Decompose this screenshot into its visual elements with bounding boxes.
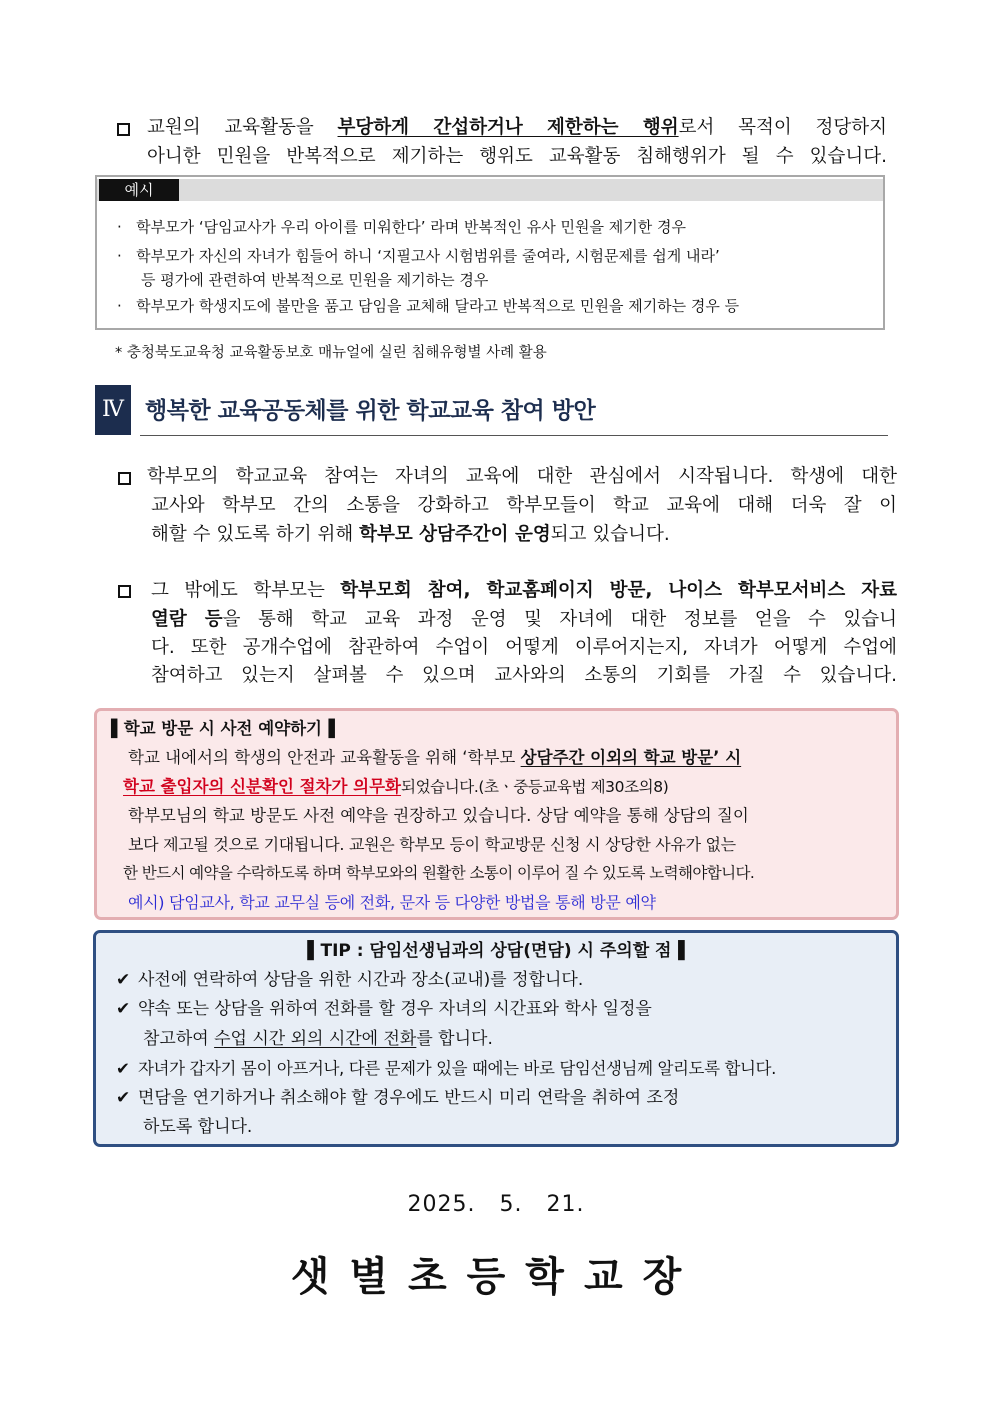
tip-item-4: ✔ 면담을 연기하거나 취소해야 할 경우에도 반드시 미리 연락을 취하여 조정 [116,1084,679,1114]
tip-emphasis: 수업 시간 외의 시간에 전화 [214,1029,417,1049]
tip-box [93,930,899,1147]
tip-title: ▌TIP : 담임선생님과의 상담(면담) 시 주의할 점▐ [307,941,685,961]
example-header-bar [97,179,883,201]
tip-item-2: ✔ 약속 또는 상담을 위하여 전화를 할 경우 자녀의 시간표와 학사 일정을 [116,995,652,1025]
tip-item-4-cont: 하도록 합니다. [143,1117,253,1137]
visit-emphasis: 상담주간 이외의 학교 방문’ 시 [520,748,742,767]
document-date: 2025. 5. 21. [407,1192,585,1217]
para2-line-3: 다. 또한 공개수업에 참관하여 수업이 어떻게 이루어지는지, 자녀가 어떻게 수업에 [151,637,897,658]
example-item-3: · 학부모가 학생지도에 불만을 품고 담임을 교체해 달라고 반복적으로 민원을 제기하는 경우 등 [117,297,740,315]
tip-item-2-cont: 참고하여 수업 시간 외의 시간에 전화를 합니다. [143,1029,493,1049]
para2-emphasis-1: 학부모회 참여, 학교홈페이지 방문, 나이스 학부모서비스 자료 [340,580,897,601]
section-number: Ⅳ [95,385,131,435]
visit-example: 예시) 담임교사, 학교 교무실 등에 전화, 문자 등 다양한 방법을 통해 방문 예약 [128,893,656,912]
example-tag: 예시 [99,179,179,201]
para1-bullet-box [118,470,131,489]
school-visit-box [94,708,899,920]
example-source-note: * 충청북도교육청 교육활동보호 매뉴얼에 실린 침해유형별 사례 활용 [115,345,547,361]
example-item-1: · 학부모가 ‘담임교사가 우리 아이를 미워한다’ 라며 반복적인 유사 민원을 제기한 경우 [117,218,686,236]
example-box [95,175,885,330]
para2-line-2: 열람 등을 통해 학교 교육 과정 운영 및 자녀에 대한 정보를 얻을 수 있습니 [151,609,897,630]
check-icon: ✔ [116,970,131,990]
para2-line-1: 그 밖에도 학부모는 학부모회 참여, 학교홈페이지 방문, 나이스 학부모서비스 자료 [151,580,897,601]
visit-line-4: 보다 제고될 것으로 기대됩니다. 교원은 학부모 등이 학교방문 신청 시 상당한 사유가 없는 [128,835,736,854]
intro-emphasis: 부당하게 간섭하거나 제한하는 행위 [337,117,679,138]
para1-line-3: 해할 수 있도록 하기 위해 학부모 상담주간이 운영되고 있습니다. [151,524,670,545]
intro-bullet-box [117,121,130,140]
section-title: 행복한 교육공동체를 위한 학교교육 참여 방안 [145,398,596,424]
example-item-2: · 학부모가 자신의 자녀가 힘들어 하니 ‘지필고사 시험범위를 줄여라, 시험문제를 쉽게 내라’ [117,247,720,265]
check-icon: ✔ [116,999,131,1019]
check-icon: ✔ [116,1088,131,1108]
para1-line-1: 학부모의 학교교육 참여는 자녀의 교육에 대한 관심에서 시작됩니다. 학생에 대한 [147,466,897,487]
signature-school-principal: 샛별초등학교장 [290,1254,702,1300]
example-item-2-cont: 등 평가에 관련하여 반복적으로 민원을 제기하는 경우 [141,271,489,289]
visit-title: ▌학교 방문 시 사전 예약하기▐ [111,719,335,738]
tip-item-3: ✔ 자녀가 갑자기 몸이 아프거나, 다른 문제가 있을 때에는 바로 담임선생님께 알리도록 합니다. [116,1054,776,1084]
visit-line-1: 학교 내에서의 학생의 안전과 교육활동을 위해 ‘학부모 상담주간 이외의 학교 방문’ 시 [128,748,742,767]
section-rule [140,435,888,436]
visit-line-2: 학교 출입자의 신분확인 절차가 의무화되었습니다.(초ㆍ중등교육법 제30조의8) [123,777,669,796]
para1-emphasis: 학부모 상담주간이 운영 [359,524,551,545]
visit-line-5: 한 반드시 예약을 수락하도록 하며 학부모와의 원활한 소통이 이루어 질 수 있도록 노력해야합니다. [123,864,755,882]
para2-line-4: 참여하고 있는지 살펴볼 수 있으며 교사와의 소통의 기회를 가질 수 있습니다. [151,665,897,686]
intro-line-2: 아니한 민원을 반복적으로 제기하는 행위도 교육활동 침해행위가 될 수 있습니다. [147,146,887,167]
para1-line-2: 교사와 학부모 간의 소통을 강화하고 학부모들이 학교 교육에 대해 더욱 잘 이 [151,495,897,516]
tip-item-1: ✔ 사전에 연락하여 상담을 위한 시간과 장소(교내)를 정합니다. [116,966,583,996]
visit-mandatory-notice: 학교 출입자의 신분확인 절차가 의무화 [123,777,402,796]
intro-line-1: 교원의 교육활동을 부당하게 간섭하거나 제한하는 행위로서 목적이 정당하지 [147,117,888,138]
check-icon: ✔ [116,1059,130,1078]
para2-emphasis-2: 열람 등 [151,609,223,630]
visit-line-3: 학부모님의 학교 방문도 사전 예약을 권장하고 있습니다. 상담 예약을 통해 상담의 질이 [128,806,749,825]
para2-bullet-box [118,583,131,602]
